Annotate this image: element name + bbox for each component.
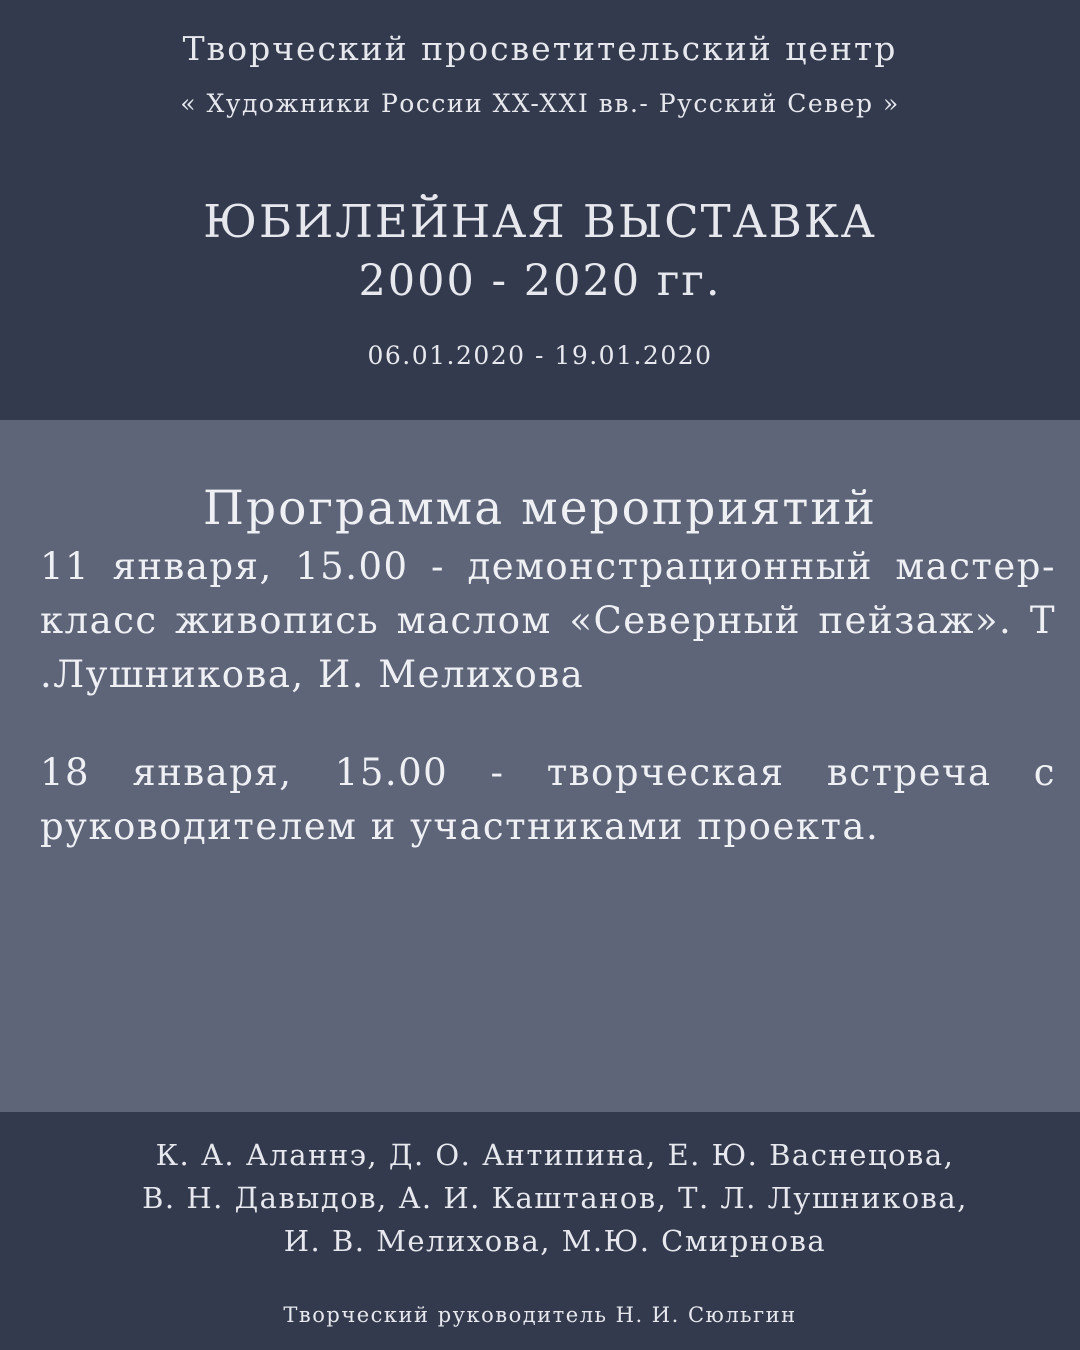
artists-line: К. А. Аланнэ, Д. О. Антипина, Е. Ю. Васнецова, — [155, 1138, 955, 1172]
exhibition-title: ЮБИЛЕЙНАЯ ВЫСТАВКА — [203, 195, 877, 248]
artists-list — [0, 1134, 1080, 1263]
program-event: 11 января, 15.00 - демонстрационный мастер-класс живопись маслом «Северный пейзаж». Т .Лушникова, И. Мелихова — [40, 545, 1056, 696]
organization-name: Творческий просветительский центр — [182, 29, 898, 68]
artists-line: В. Н. Давыдов, А. И. Каштанов, Т. Л. Лушникова, — [142, 1181, 968, 1215]
exhibition-dates: 06.01.2020 - 19.01.2020 — [367, 341, 713, 370]
program-title: Программа мероприятий — [203, 481, 877, 536]
artists-line: И. В. Мелихова, М.Ю. Смирнова — [283, 1224, 827, 1258]
program-event: 18 января, 15.00 - творческая встреча с руководителем и участниками проекта. — [40, 751, 1056, 848]
creative-director: Творческий руководитель Н. И. Сюльгин — [283, 1303, 797, 1327]
exhibition-years: 2000 - 2020 гг. — [358, 256, 722, 306]
organization-project: « Художники России XX-XXI вв.- Русский Север » — [180, 89, 900, 118]
